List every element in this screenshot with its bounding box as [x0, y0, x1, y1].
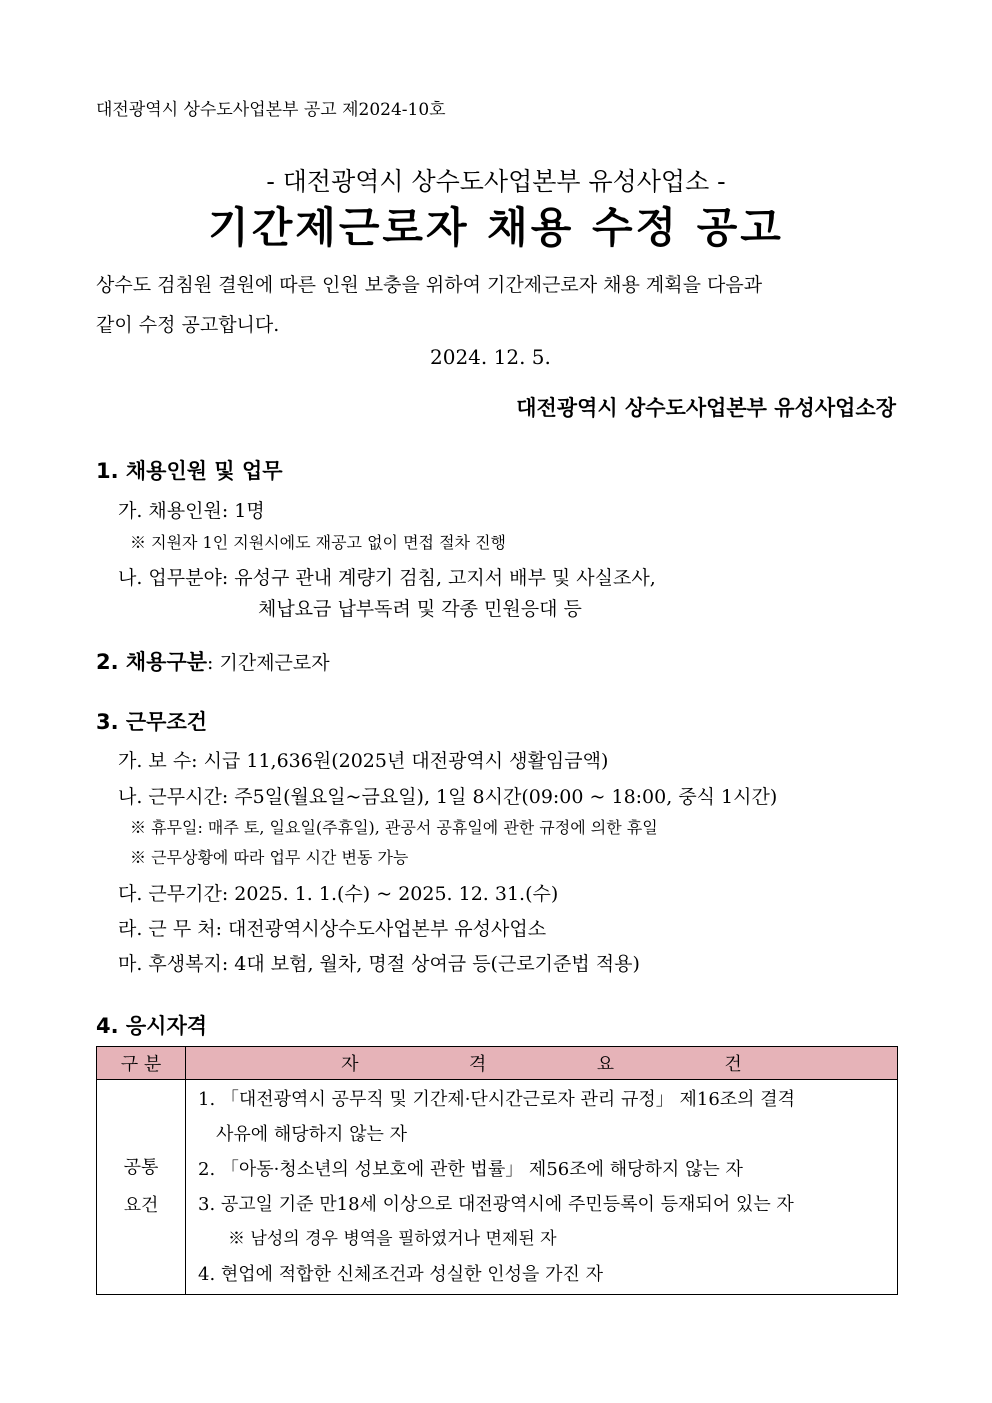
header-requirement-char: 자: [341, 1054, 359, 1075]
header-requirement-char: 요: [596, 1054, 615, 1075]
category-line-1: 공통: [123, 1157, 159, 1178]
subtitle: - 대전광역시 상수도사업본부 유성사업소 -: [266, 167, 726, 196]
header-requirement-char: 건: [724, 1054, 742, 1075]
section-3-heading: 3. 근무조건: [96, 710, 208, 734]
notice-number: 대전광역시 상수도사업본부 공고 제2024-10호: [96, 100, 446, 120]
header-category: 구 분: [97, 1047, 186, 1080]
duties-line-2: 체납요금 납부독려 및 각종 민원응대 등: [258, 598, 582, 620]
requirement-3-note: ※ 남성의 경우 병역을 필하였거나 면제된 자: [228, 1229, 557, 1249]
intro-line-1: 상수도 검침원 결원에 따른 인원 보충을 위하여 기간제근로자 채용 계획을 다음과: [96, 274, 763, 296]
notice-date: 2024. 12. 5.: [430, 345, 551, 369]
requirement-1-line-1: 1. 「대전광역시 공무직 및 기간제·단시간근로자 관리 규정」 제16조의 결격: [198, 1089, 796, 1110]
hours-change-note: ※ 근무상황에 따라 업무 시간 변동 가능: [130, 848, 409, 867]
workplace: 라. 근 무 처: 대전광역시상수도사업본부 유성사업소: [118, 918, 547, 940]
signer: 대전광역시 상수도사업본부 유성사업소장: [516, 395, 896, 420]
section-4-heading: 4. 응시자격: [96, 1014, 208, 1038]
category-common: [97, 1080, 186, 1295]
work-period: 다. 근무기간: 2025. 1. 1.(수) ~ 2025. 12. 31.(수): [118, 883, 559, 905]
category-line-2: 요건: [123, 1195, 159, 1216]
section-2: [96, 646, 330, 676]
section-2-heading: 2. 채용구분: [96, 650, 208, 674]
intro-line-2: 같이 수정 공고합니다.: [96, 314, 280, 336]
requirement-1-line-2: 사유에 해당하지 않는 자: [216, 1124, 408, 1145]
header-requirements: [186, 1047, 898, 1080]
requirement-4: 4. 현업에 적합한 신체조건과 성실한 인성을 가진 자: [198, 1264, 603, 1285]
headcount-note: ※ 지원자 1인 지원시에도 재공고 없이 면접 절차 진행: [130, 533, 506, 552]
section-1-heading: 1. 채용인원 및 업무: [96, 459, 283, 483]
pay: 가. 보 수: 시급 11,636원(2025년 대전광역시 생활임금액): [118, 750, 609, 772]
requirements-list: [186, 1080, 898, 1295]
header-requirement-char: 격: [468, 1054, 487, 1075]
work-hours: 나. 근무시간: 주5일(월요일~금요일), 1일 8시간(09:00 ~ 18:00, 중식 1시간): [118, 786, 778, 808]
table-header-row: [97, 1047, 898, 1080]
headcount: 가. 채용인원: 1명: [118, 500, 265, 522]
page-title: 기간제근로자 채용 수정 공고: [208, 203, 784, 252]
duties-line-1: 나. 업무분야: 유성구 관내 계량기 검침, 고지서 배부 및 사실조사,: [118, 567, 656, 589]
requirement-3: 3. 공고일 기준 만18세 이상으로 대전광역시에 주민등록이 등재되어 있는 자: [198, 1194, 794, 1215]
welfare: 마. 후생복지: 4대 보험, 월차, 명절 상여금 등(근로기준법 적용): [118, 953, 640, 975]
employment-type: : 기간제근로자: [207, 652, 330, 674]
holiday-note: ※ 휴무일: 매주 토, 일요일(주휴일), 관공서 공휴일에 관한 규정에 의한 휴일: [130, 818, 658, 837]
requirement-2: 2. 「아동·청소년의 성보호에 관한 법률」 제56조에 해당하지 않는 자: [198, 1159, 743, 1180]
qualification-table: [96, 1046, 898, 1295]
table-row: [97, 1080, 898, 1295]
